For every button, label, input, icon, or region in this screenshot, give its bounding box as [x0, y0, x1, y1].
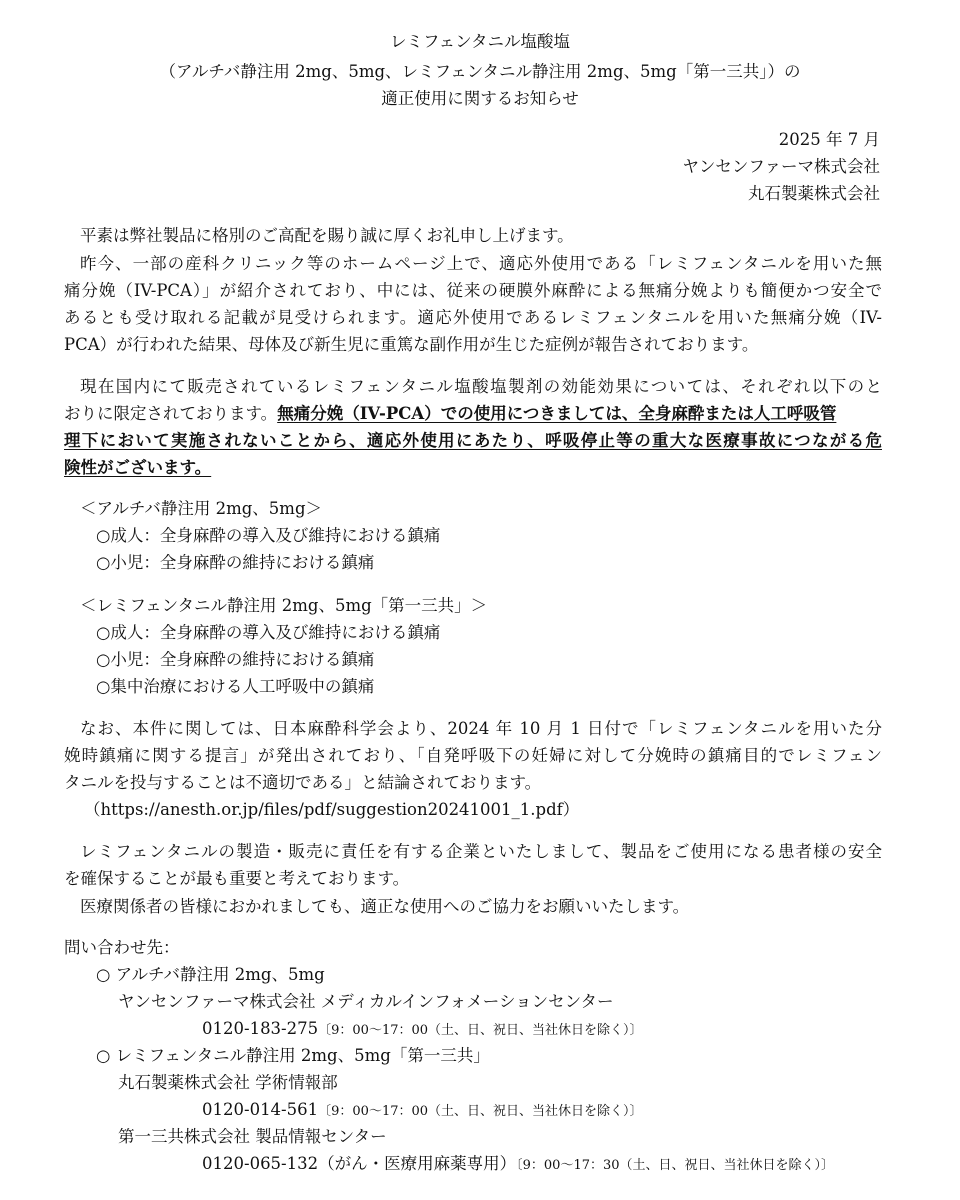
contact-phone-janssen: 0120-183-275 — [202, 1019, 319, 1038]
issuer-company-1: ヤンセンファーマ株式会社 — [682, 157, 880, 176]
title-line-2: （アルチバ静注用 2mg、5mg、レミフェンタニル静注用 2mg、5mg「第一三共」）の — [159, 62, 801, 81]
para2-line-2-normal: おりに限定されております。 — [64, 404, 278, 423]
contact-org-daiichi: 第一三共株式会社 製品情報センター — [118, 1127, 387, 1146]
contact-hours-maruishi: 〔9：00～17：00（土、日、祝日、当社休日を除く）〕 — [318, 1104, 643, 1119]
issue-date: 2025 年 7 月 — [778, 130, 880, 149]
issuer-company-2: 丸石製薬株式会社 — [748, 184, 880, 203]
contact-org-maruishi: 丸石製薬株式会社 学術情報部 — [118, 1073, 338, 1092]
contact-phone-maruishi: 0120-014-561 — [202, 1100, 319, 1119]
contact-heading: 問い合わせ先： — [64, 938, 180, 957]
indication-item: ○成人：全身麻酔の導入及び維持における鎮痛 — [96, 526, 441, 545]
para1-line-4: あるとも受け取れる記載が見受けられます。適応外使用であるレミフェンタニルを用いた無痛分娩（IV- — [64, 308, 882, 327]
para3-line-1: なお、本件に関しては、日本麻酔科学会より、2024 年 10 月 1 日付で「レミフェンタニルを用いた分 — [80, 719, 882, 738]
para1-line-1: 平素は弊社製品に格別のご高配を賜り誠に厚くお礼申し上げます。 — [80, 226, 574, 245]
contact-org-janssen: ヤンセンファーマ株式会社 メディカルインフォメーションセンター — [118, 992, 614, 1011]
title-line-1: レミフェンタニル塩酸塩 — [389, 32, 570, 51]
para3-line-3: タニルを投与することは不適切である」と結論されております。 — [64, 773, 542, 792]
para2-line-2 — [64, 402, 836, 426]
indication-item: ○成人：全身麻酔の導入及び維持における鎮痛 — [96, 623, 441, 642]
para2-emphasis-start: 無痛分娩（IV-PCA）での使用につきましては、全身麻酔または人工呼吸管 — [277, 404, 837, 423]
para3-line-2: 娩時鎮痛に関する提言」が発出されており、「自発呼吸下の妊婦に対して分娩時の鎮痛目的でレミフェン — [64, 746, 882, 765]
para4-line-2: を確保することが最も重要と考えております。 — [64, 869, 410, 888]
contact-phone-row — [202, 1152, 834, 1178]
para1-line-5: PCA）が行われた結果、母体及び新生児に重篤な副作用が生じた症例が報告されております。 — [64, 335, 759, 354]
reference-url: （https://anesth.or.jp/files/pdf/suggestion20241001_1.pdf） — [84, 800, 580, 819]
para1-line-3: 痛分娩（IV-PCA）」が紹介されており、中には、従来の硬膜外麻酔による無痛分娩よりも簡便かつ安全で — [64, 281, 882, 300]
indication-heading-daiichi: ＜レミフェンタニル静注用 2mg、5mg「第一三共」＞ — [80, 596, 488, 615]
contact-phone-row — [202, 1017, 643, 1043]
para2-emphasis-line-4: 険性がございます。 — [64, 458, 212, 477]
indication-item: ○小児：全身麻酔の維持における鎮痛 — [96, 650, 375, 669]
para1-line-2: 昨今、一部の産科クリニック等のホームページ上で、適応外使用である「レミフェンタニルを用いた無 — [80, 254, 882, 273]
indication-item: ○小児：全身麻酔の維持における鎮痛 — [96, 553, 375, 572]
para4-line-3: 医療関係者の皆様におかれましても、適正な使用へのご協力をお願いいたします。 — [80, 897, 690, 916]
contact-hours-daiichi: 〔9：00～17：30（土、日、祝日、当社休日を除く）〕 — [516, 1158, 835, 1173]
indication-item: ○集中治療における人工呼吸中の鎮痛 — [96, 677, 375, 696]
contact-phone-daiichi: 0120-065-132（がん・医療用麻薬専用） — [202, 1154, 517, 1173]
contact-hours-janssen: 〔9：00～17：00（土、日、祝日、当社休日を除く）〕 — [318, 1023, 643, 1038]
title-line-3: 適正使用に関するお知らせ — [381, 89, 579, 108]
contact-product-ultiva: ○ アルチバ静注用 2mg、5mg — [96, 965, 325, 984]
para4-line-1: レミフェンタニルの製造・販売に責任を有する企業といたしまして、製品をご使用になる患者様の安全 — [80, 842, 882, 861]
para2-line-1: 現在国内にて販売されているレミフェンタニル塩酸塩製剤の効能効果については、それぞれ以下のと — [80, 377, 882, 396]
contact-phone-row — [202, 1098, 643, 1124]
para2-emphasis-line-3: 理下において実施されないことから、適応外使用にあたり、呼吸停止等の重大な医療事故につながる危 — [64, 431, 882, 450]
indication-heading-ultiva: ＜アルチバ静注用 2mg、5mg＞ — [80, 499, 323, 518]
contact-product-daiichi: ○ レミフェンタニル静注用 2mg、5mg「第一三共」 — [96, 1046, 490, 1065]
